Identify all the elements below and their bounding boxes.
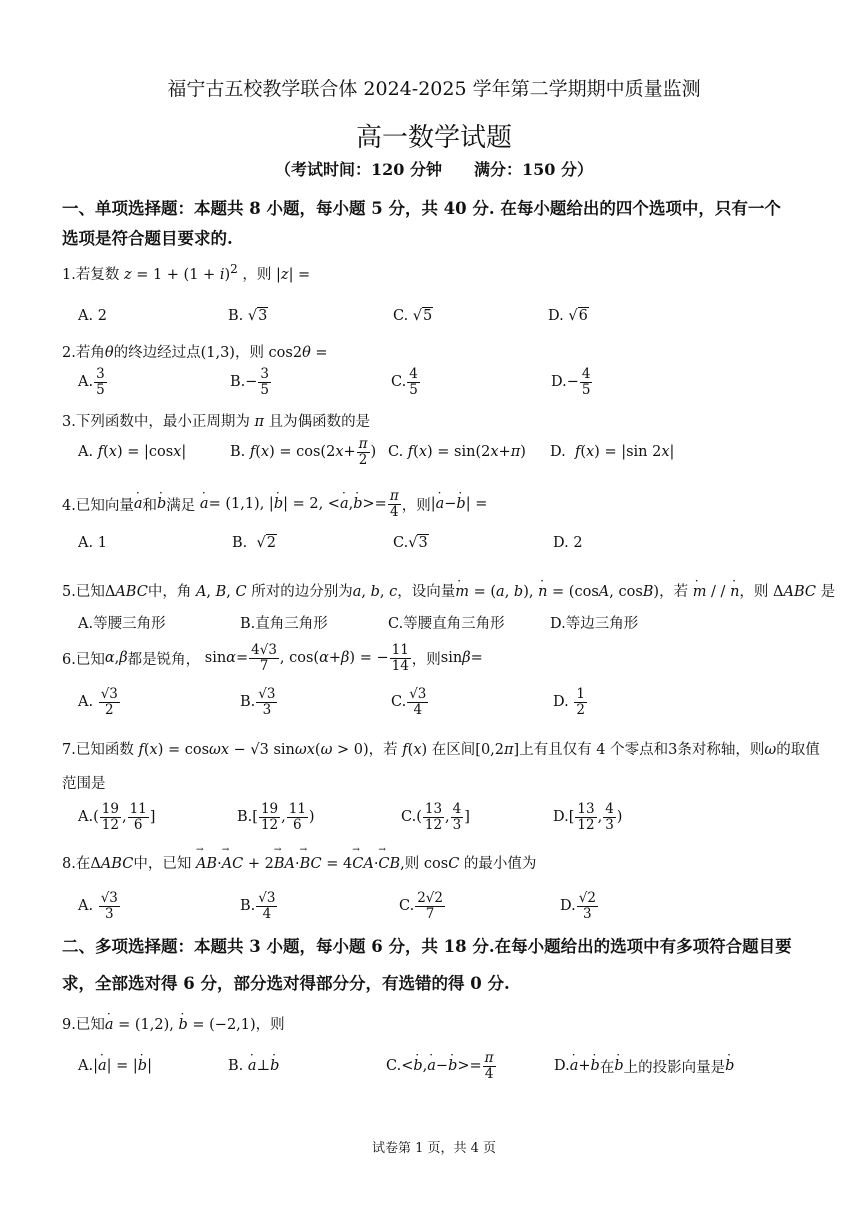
exam-header: 福宁古五校教学联合体 2024-2025 学年第二学期期中质量监测 <box>167 78 701 100</box>
option-c[interactable]: C. √ 5 <box>393 308 433 324</box>
option-d[interactable]: D. [ $\frac{13}{12}$ , $\frac{4}{3}$ ) <box>553 800 623 833</box>
option-d[interactable]: D.等边三角形 <box>550 615 639 632</box>
question-1: 1.若复数 $z = 1 + (1 + i)^2$ ，则 |z| = <box>62 262 311 283</box>
option-b[interactable]: B.直角三角形 <box>240 615 328 632</box>
question-6: 6.已知 α , β 都是锐角， sin α = $\frac{4√3}{7}$ , cos( α + β ) = − $\frac{11}{14}$ ，则 sin β = <box>62 641 483 674</box>
option-b[interactable]: B. $\frac{√3}{3}$ <box>240 685 276 718</box>
question-9: 9.已知· a = (1,2), · b = (−2,1)，则 <box>62 1013 822 1034</box>
option-a[interactable]: A. | · a | = | · b | <box>78 1046 152 1086</box>
question-4-options <box>0 523 868 563</box>
question-2-options <box>0 362 868 402</box>
option-d[interactable]: D. $\frac{1}{2}$ <box>553 685 585 718</box>
question-3-options <box>0 432 868 472</box>
option-b[interactable]: B. · a ⊥ · b <box>228 1046 279 1086</box>
question-6-options <box>0 682 868 722</box>
option-c[interactable]: C. $\frac{4}{5}$ <box>391 365 418 398</box>
option-a[interactable]: A. $\frac{√3}{2}$ <box>78 685 118 718</box>
question-8-options <box>0 886 868 926</box>
question-7: 7.已知函数 f(x) = cosωx − √3 sinωx(ω > 0)，若 f(x) 在区间[0,2π]上有且仅有 4 个零点和3条对称轴，则ω的取值 <box>62 742 820 758</box>
option-a[interactable]: A. 2 <box>78 308 107 324</box>
section-1-instructions: 一、单项选择题：本题共 8 小题，每小题 5 分，共 40 分. 在每小题给出的四个选项中，只有一个 选项是符合题目要求的. <box>62 199 781 248</box>
option-a[interactable]: A. $\frac{√3}{3}$ <box>78 889 118 922</box>
question-7-options <box>0 797 868 837</box>
option-b[interactable]: B. [ $\frac{19}{12}$ , $\frac{11}{6}$ ) <box>237 800 315 833</box>
option-c[interactable]: C.等腰直角三角形 <box>388 615 505 632</box>
option-c[interactable]: C. f ( x ) = sin(2 x + π ) <box>388 444 526 460</box>
option-a[interactable]: A. 1 <box>78 535 107 551</box>
option-b[interactable]: B. f ( x ) = cos(2 x + $\frac{\pi}{2}$ ) <box>230 435 377 468</box>
option-b[interactable]: B. $\frac{√3}{4}$ <box>240 889 276 922</box>
option-c[interactable]: C. $\frac{√3}{4}$ <box>391 685 427 718</box>
question-2: 2.若角θ的终边经过点(1,3)，则 cos2θ = <box>62 345 328 361</box>
option-c[interactable]: C. < · b , · a − · b >= $\frac{\pi}{4}$ <box>386 1046 497 1086</box>
option-b[interactable]: B. − $\frac{3}{5}$ <box>230 365 270 398</box>
option-d[interactable]: D. · a + · b 在 · b 上的投影向量是 · b <box>554 1046 734 1086</box>
question-4: 4.已知向量 · a 和 · b 满足 · a = (1,1), | · b | = 2, < · a , · b >= $\frac{\pi}{4}$ ，则 | · a − · b | = <box>62 484 822 524</box>
option-b[interactable]: B. √ 3 <box>228 308 268 324</box>
option-d[interactable]: D. 2 <box>553 535 583 551</box>
option-c[interactable]: C. ( $\frac{13}{12}$ , $\frac{4}{3}$ ] <box>401 800 470 833</box>
exam-subtitle: （考试时间：120 分钟 满分：150 分） <box>275 160 593 179</box>
option-d[interactable]: D. − $\frac{4}{5}$ <box>551 365 591 398</box>
question-5: 5.已知ΔABC中，角 A, B, C 所对的边分别为a, b, c，设向量· m = (a, b), · n = (cosA, cosB)，若 · m / / · n，则 ΔABC 是 <box>62 580 822 601</box>
exam-title: 高一数学试题 <box>355 123 512 153</box>
section-2-instructions: 二、多项选择题：本题共 3 小题，每小题 6 分，共 18 分.在每小题给出的选项中有多项符合题目要 求，全部选对得 6 分，部分选对得部分分，有选错的得 0 分. <box>62 937 792 993</box>
option-a[interactable]: A. $\frac{3}{5}$ <box>78 365 105 398</box>
question-3: 3.下列函数中，最小正周期为 π 且为偶函数的是 <box>62 414 371 430</box>
option-a[interactable]: A.等腰三角形 <box>78 615 166 632</box>
option-c[interactable]: C. √ 3 <box>393 535 428 551</box>
option-d[interactable]: D. $\frac{√2}{3}$ <box>560 889 596 922</box>
question-8: 8.在ΔABC中，已知 → AB·→ AC + 2→ BA·→ BC = 4→ CA·→ CB,则 cosC 的最小值为 <box>62 852 822 873</box>
option-a[interactable]: A. f ( x ) = |cos x | <box>78 444 187 460</box>
option-b[interactable]: B. √ 2 <box>232 535 276 551</box>
question-9-options <box>0 1046 868 1086</box>
option-d[interactable]: D. f ( x ) = |sin 2 x | <box>550 444 675 460</box>
page-footer: 试卷第 1 页，共 4 页 <box>371 1141 497 1156</box>
question-7-line-2: 范围是 <box>62 776 106 792</box>
question-1-options <box>0 296 868 336</box>
option-d[interactable]: D. √ 6 <box>548 308 588 324</box>
option-c[interactable]: C. $\frac{2√2}{7}$ <box>399 889 443 922</box>
option-a[interactable]: A. ( $\frac{19}{12}$ , $\frac{11}{6}$ ] <box>78 800 156 833</box>
question-5-options <box>0 602 868 642</box>
